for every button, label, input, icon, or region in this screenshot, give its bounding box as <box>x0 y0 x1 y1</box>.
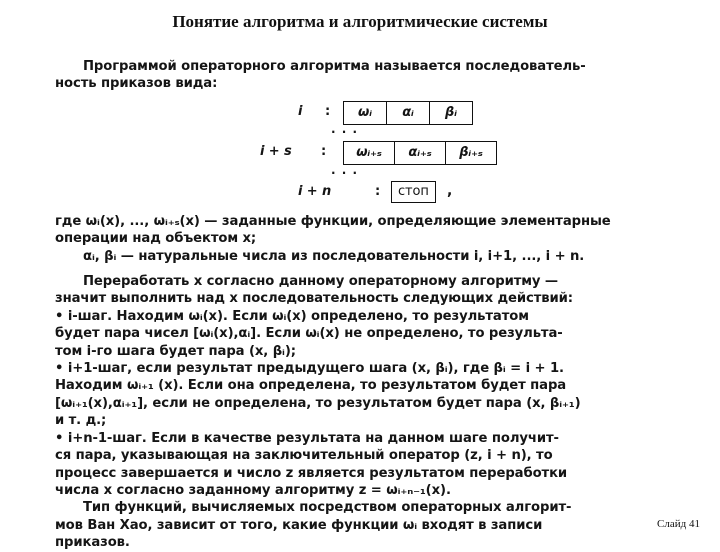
row-colon: : <box>375 183 381 199</box>
body-line: • i-шаг. Находим ωᵢ(x). Если ωᵢ(x) определено, то результатом <box>55 308 529 324</box>
body-line: числа x согласно заданному алгоритму z = ωᵢ₊ₙ₋₁(x). <box>55 482 451 498</box>
intro-line: ность приказов вида: <box>55 76 218 92</box>
body-line: • i+1-шаг, если результат предыдущего шага (x, βᵢ), где βᵢ = i + 1. <box>55 361 564 377</box>
stop-box: стоп <box>391 181 436 203</box>
body-line: • i+n-1-шаг. Если в качестве результата на данном шаге получит- <box>55 430 559 446</box>
box-cell: αᵢ₊ₛ <box>395 142 446 164</box>
row-colon: : <box>325 103 331 119</box>
body-line: мов Ван Хао, зависит от того, какие функции ωᵢ входят в записи <box>55 517 543 533</box>
box-cell: βᵢ <box>445 105 457 121</box>
intro-line: Программой операторного алгоритма называется последователь- <box>83 59 586 74</box>
ellipsis: · · · <box>331 165 359 180</box>
body-line: том i-го шага будет пара (x, βᵢ); <box>55 343 296 359</box>
body-line: ся пара, указывающая на заключительный оператор (z, i + n), то <box>55 448 553 464</box>
box-cell: αᵢ <box>387 102 430 124</box>
definition-line: операции над объектом x; <box>55 231 257 247</box>
definition-line: αᵢ, βᵢ — натуральные числа из последовательности i, i+1, ..., i + n. <box>83 248 585 264</box>
trailing-comma: , <box>447 182 453 199</box>
slide-number: Слайд 41 <box>657 518 700 530</box>
row-label: i + n <box>298 183 332 199</box>
row-label: i + s <box>260 143 292 159</box>
body-line: приказов. <box>55 535 130 551</box>
body-line: процесс завершается и число z является результатом переработки <box>55 465 568 481</box>
ellipsis: · · · <box>331 124 359 139</box>
row-colon: : <box>321 143 327 159</box>
scanned-page <box>55 58 623 552</box>
operator-box <box>343 141 497 165</box>
box-cell: βᵢ₊ₛ <box>459 145 483 161</box>
body-line: Находим ωᵢ₊₁ (x). Если она определена, то результатом будет пара <box>55 378 567 394</box>
operator-box <box>343 101 473 125</box>
body-line: Тип функций, вычисляемых посредством операторных алгорит- <box>83 500 572 516</box>
box-cell: ωᵢ₊ₛ <box>344 142 395 164</box>
row-label: i <box>298 103 303 119</box>
body-line: будет пара чисел [ωᵢ(x),αᵢ]. Если ωᵢ(x) не определено, то результа- <box>55 326 563 342</box>
body-line: значит выполнить над x последовательность следующих действий: <box>55 291 573 307</box>
definition-line: где ωᵢ(x), ..., ωᵢ₊ₛ(x) — заданные функции, определяющие элементарные <box>55 213 611 229</box>
operator-diagram <box>55 99 623 209</box>
box-cell: ωᵢ <box>344 102 387 124</box>
body-line: и т. д.; <box>55 413 107 429</box>
body-line: Переработать x согласно данному операторному алгоритму — <box>83 274 559 290</box>
slide-title: Понятие алгоритма и алгоритмические системы <box>172 12 548 31</box>
body-line: [ωᵢ₊₁(x),αᵢ₊₁], если не определена, то результатом будет пара (x, βᵢ₊₁) <box>55 395 581 411</box>
